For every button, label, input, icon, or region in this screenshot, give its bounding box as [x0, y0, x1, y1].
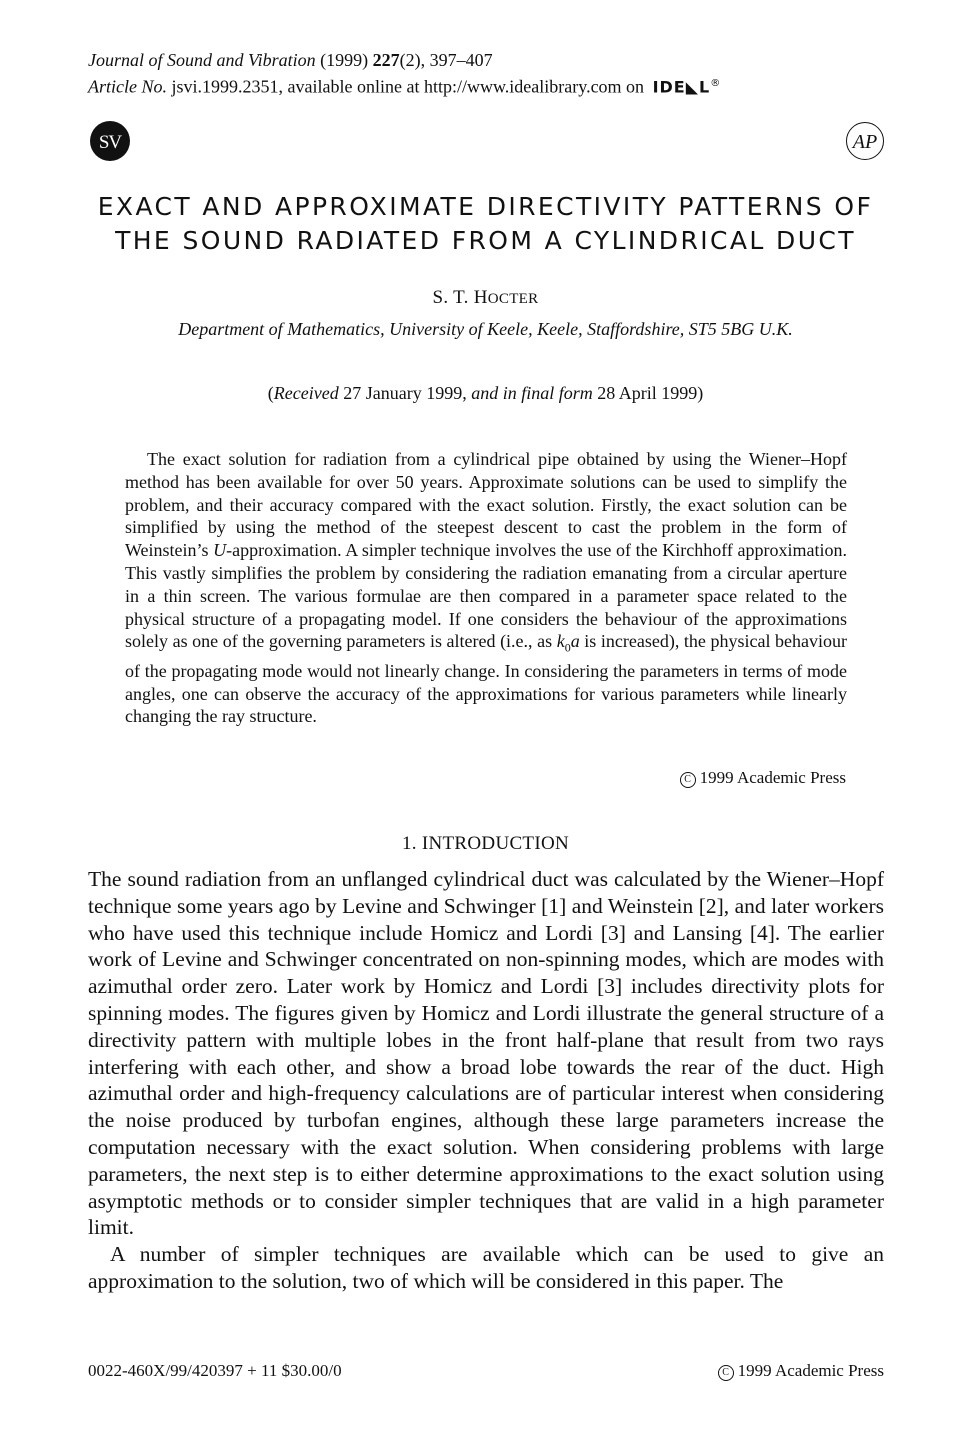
journal-citation	[88, 48, 721, 99]
journal-line-2	[88, 72, 721, 99]
journal-volume: 227	[372, 50, 400, 70]
section-heading: 1. INTRODUCTION	[401, 833, 570, 854]
abstract-copyright	[680, 768, 846, 788]
copyright-icon: C	[680, 772, 696, 788]
received-open-paren: (	[267, 383, 274, 403]
footer-copyright	[718, 1361, 884, 1381]
paper-title	[60, 190, 911, 258]
final-form-date: 28 April 1999)	[597, 383, 704, 403]
abstract	[125, 448, 847, 728]
title-line-2: THE SOUND RADIATED FROM A CYLINDRICAL DUCT	[115, 226, 856, 255]
author-initials: S. T. H	[432, 287, 488, 308]
u-symbol: U	[213, 540, 227, 561]
abstract-copyright-text: 1999 Academic Press	[699, 768, 846, 787]
received-label: Received	[273, 383, 339, 403]
article-info: jsvi.1999.2351, available online at http://www.idealibrary.com on	[171, 76, 645, 97]
received-date: 27 January 1999,	[343, 383, 467, 403]
received-dates	[0, 383, 971, 404]
copyright-icon: C	[718, 1365, 734, 1381]
footer-copyright-text: 1999 Academic Press	[737, 1361, 884, 1380]
ideal-logo-text: IDE◣L	[652, 77, 711, 97]
body-text	[88, 866, 884, 1295]
journal-name: Journal of Sound and Vibration	[88, 50, 316, 70]
k-symbol: k	[556, 631, 565, 652]
ideal-registered-mark: ®	[710, 78, 722, 89]
affiliation: Department of Mathematics, University of Keele, Keele, Staffordshire, ST5 5BG U.K.	[178, 319, 793, 339]
abstract-text-1: The exact solution for radiation from a cylindrical pipe obtained by using the Wiener–Hopf method has been available for over 50 years. Approximate solutions can be used to simplify the problem, and their accuracy compared with the exact solution. Firstly, the exact solution can be simplified by using the method of the steepest descent to cast the problem in the form of Weinstein’s	[125, 449, 847, 561]
journal-line-1	[88, 48, 721, 72]
author-surname-rest: OCTER	[487, 291, 539, 307]
body-paragraph-2: A number of simpler techniques are available which can be used to give an approximation to the solution, two of which will be considered in this paper. The	[88, 1242, 884, 1293]
body-paragraph-1: The sound radiation from an unflanged cylindrical duct was calculated by the Wiener–Hopf technique some years ago by Levine and Schwinger [1] and Weinstein [2], and later workers who have used this technique include Homicz and Lordi [3] and Lansing [4]. The earlier work of Levine and Schwinger concentrated on non-spinning modes, which are modes with azimuthal order zero. Later work by Homicz and Lordi [3] includes directivity plots for spinning modes. The figures given by Homicz and Lordi illustrate the general structure of a directivity pattern with multiple lobes in the front half-plane that result from two rays interfering with each other, and show a broad lobe towards the rear of the duct. High azimuthal order and high-frequency calculations are of particular interest when considering the noise produced by turbofan engines, although these large parameters increase the computation necessary with the exact solution. When considering problems with large parameters, the next step is to either determine approximations to the exact solution using asymptotic methods or to consider simpler techniques that are valid in a high parameter limit.	[88, 867, 884, 1240]
ideal-logo	[653, 72, 722, 99]
final-form-label: and in final form	[471, 383, 593, 403]
journal-year: (1999)	[320, 50, 369, 70]
journal-issue-pages: (2), 397–407	[399, 50, 493, 70]
abstract-text-3: is increased), the physical behaviour of the propagating mode would not linearly change. In considering the parameters in terms of mode angles, one can observe the accuracy of the approximations for various parameters while linearly changing the ray structure.	[125, 631, 847, 727]
ap-publisher-logo: AP	[846, 122, 884, 160]
abstract-text-2: -approximation. A simpler technique involves the use of the Kirchhoff approximation. This vastly simplifies the problem by considering the radiation emanating from a circular aperture in a thin screen. The various formulae are then compared in a parameter space related to the physical structure of a propagating model. If one considers the behaviour of the approximations solely as one of the governing parameters is altered (i.e., as	[125, 540, 847, 652]
a-symbol: a	[570, 631, 580, 652]
k-subscript: 0	[564, 640, 571, 655]
author	[0, 287, 971, 309]
footer-code: 0022-460X/99/420397 + 11 $30.00/0	[88, 1361, 342, 1380]
sv-publisher-logo: SV	[90, 121, 130, 161]
article-label: Article No.	[88, 76, 167, 97]
title-line-1: EXACT AND APPROXIMATE DIRECTIVITY PATTERNS OF	[97, 192, 874, 221]
